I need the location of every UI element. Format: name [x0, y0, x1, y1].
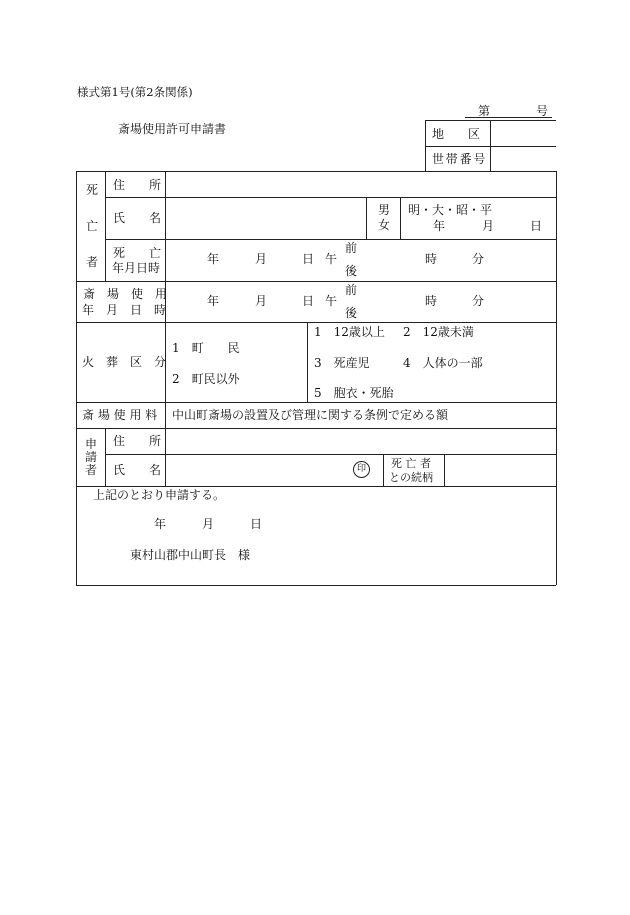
serial-label-go: 号 — [536, 104, 549, 118]
birth-era-options: 明・大・昭・平 — [408, 203, 493, 217]
declaration-date: 年 月 日 — [154, 517, 263, 531]
death-month-label: 月 — [255, 252, 268, 266]
serial-underline — [465, 117, 552, 118]
death-datetime-field[interactable] — [166, 240, 555, 280]
relation-field[interactable] — [446, 456, 554, 485]
cremation-option-4[interactable]: 4 人体の一部 — [403, 356, 483, 370]
relation-label-1: 死 亡 者 — [391, 457, 431, 470]
applicant-name-field[interactable] — [167, 456, 352, 485]
applicant-label-2: 請 — [85, 450, 98, 464]
form-number: 様式第1号(第2条関係) — [77, 85, 193, 99]
usage-year-label: 年 — [207, 294, 220, 308]
household-number-label: 世帯番号 — [432, 152, 488, 166]
usage-ampm-label: 午 — [325, 294, 338, 308]
cremation-option-1[interactable]: 1 12歳以上 — [314, 325, 385, 339]
birth-year-label: 年 — [433, 219, 446, 233]
declaration-text: 上記のとおり申請する。 — [93, 488, 226, 502]
death-year-label: 年 — [207, 252, 220, 266]
birth-day-label: 日 — [530, 219, 543, 233]
deceased-name-label: 氏 名 — [113, 211, 162, 225]
usage-hour-label: 時 — [425, 294, 438, 308]
usage-label-1: 斎 場 使 用 — [83, 287, 168, 301]
sex-female-label: 女 — [378, 218, 391, 232]
fee-text: 中山町斎場の設置及び管理に関する条例で定める額 — [172, 408, 449, 422]
applicant-name-label: 氏 名 — [113, 463, 162, 477]
deceased-address-label: 住 所 — [113, 178, 162, 192]
sex-field[interactable] — [367, 198, 399, 238]
birth-date-field[interactable] — [401, 198, 555, 238]
page-title: 斎場使用許可申請書 — [118, 122, 227, 136]
cremation-option-3[interactable]: 3 死産児 — [314, 356, 370, 370]
sex-male-label: 男 — [378, 203, 391, 217]
fee-label: 斎 場 使 用 料 — [82, 408, 158, 422]
district-label: 地 区 — [432, 127, 481, 141]
death-minute-label: 分 — [472, 252, 485, 266]
usage-am-label: 前 — [345, 283, 358, 297]
death-datetime-label-1: 死 亡 — [113, 246, 162, 260]
relation-label-2: との続柄 — [389, 471, 433, 484]
usage-pm-label: 後 — [345, 306, 358, 320]
usage-datetime-field[interactable] — [166, 282, 555, 321]
applicant-label-1: 申 — [85, 437, 98, 451]
death-pm-label: 後 — [345, 264, 358, 278]
serial-label-dai: 第 — [478, 104, 491, 118]
resident-option-1[interactable]: 1 町 民 — [172, 341, 240, 355]
death-datetime-label-2: 年月日時 — [112, 261, 161, 275]
addressee: 東村山郡中山町長 様 — [130, 548, 251, 562]
death-ampm-label: 午 — [325, 252, 338, 266]
birth-month-label: 月 — [482, 219, 495, 233]
resident-option-2[interactable]: 2 町民以外 — [172, 372, 240, 386]
cremation-option-5[interactable]: 5 胞衣・死胎 — [314, 386, 394, 400]
usage-minute-label: 分 — [472, 294, 485, 308]
deceased-label-1: 死 — [86, 183, 99, 197]
deceased-label-3: 者 — [86, 255, 99, 269]
cremation-label: 火 葬 区 分 — [82, 355, 167, 369]
applicant-label-3: 者 — [85, 463, 98, 477]
deceased-name-field[interactable] — [167, 199, 364, 238]
usage-label-2: 年 月 日 時 — [82, 303, 167, 317]
cremation-option-2[interactable]: 2 12歳未満 — [403, 325, 474, 339]
applicant-address-label: 住 所 — [113, 434, 162, 448]
deceased-label-2: 亡 — [86, 219, 99, 233]
usage-day-label: 日 — [302, 294, 315, 308]
death-am-label: 前 — [345, 241, 358, 255]
usage-month-label: 月 — [255, 294, 268, 308]
applicant-address-field[interactable] — [167, 430, 554, 453]
death-day-label: 日 — [302, 252, 315, 266]
seal-mark: 印 — [353, 461, 370, 478]
deceased-address-field[interactable] — [167, 173, 554, 196]
death-hour-label: 時 — [425, 252, 438, 266]
